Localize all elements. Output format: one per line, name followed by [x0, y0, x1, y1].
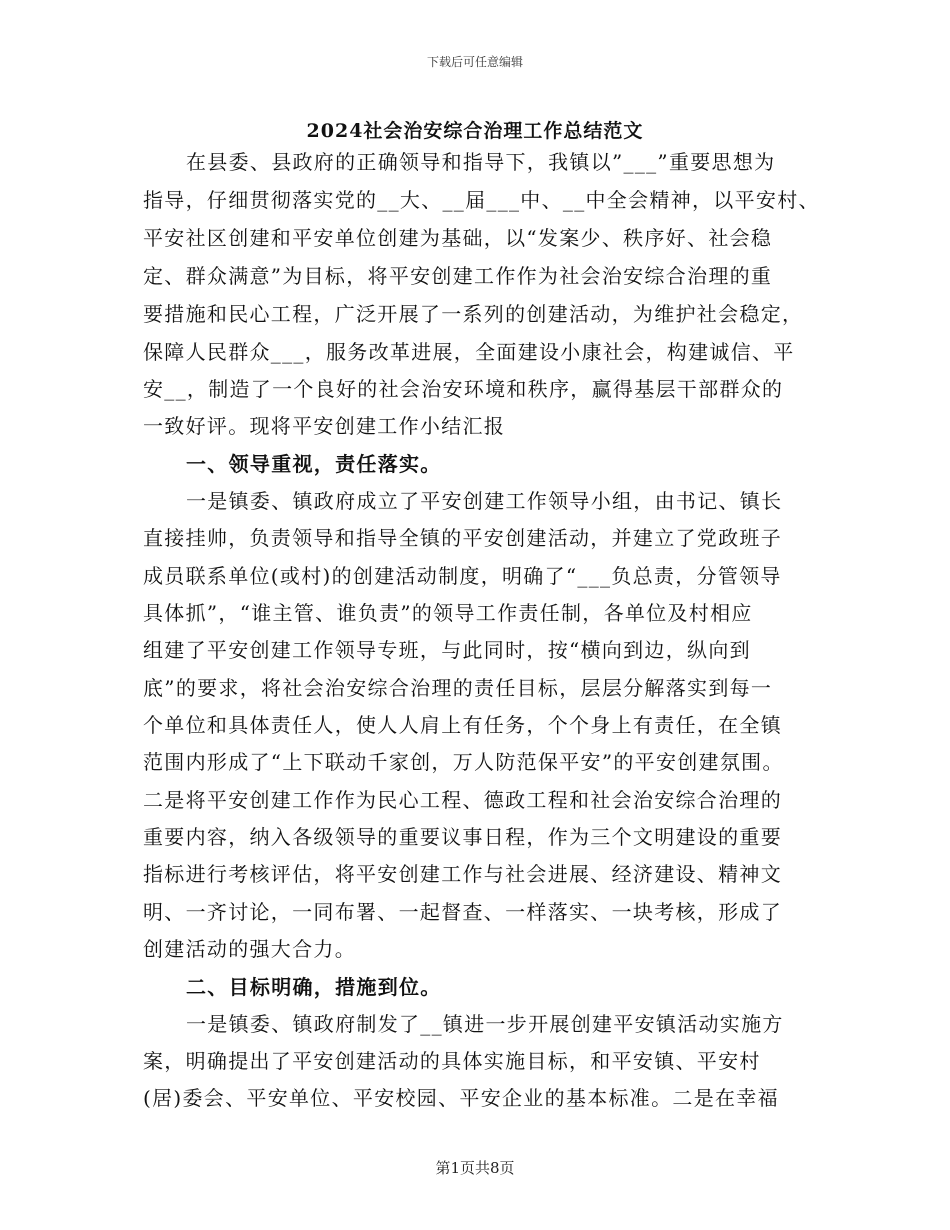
- body-line: 指标进行考核评估，将平安创建工作与社会进展、经济建设、精神文: [143, 862, 782, 886]
- body-line: 安__，制造了一个良好的社会治安环境和秩序，赢得基层干部群众的: [143, 377, 784, 401]
- body-line: 直接挂帅，负责领导和指导全镇的平安创建活动，并建立了党政班子: [143, 526, 782, 550]
- body-line: 具体抓”，“谁主管、谁负责”的领导工作责任制，各单位及村相应: [143, 601, 753, 625]
- body-line: 一致好评。现将平安创建工作小结汇报: [143, 414, 506, 438]
- body-line: 个单位和具体责任人，使人人肩上有任务，个个身上有责任，在全镇: [143, 713, 782, 737]
- body-line: 底”的要求，将社会治安综合治理的责任目标，层层分解落实到每一: [143, 676, 773, 700]
- section-heading: 一、领导重视，责任落实。: [186, 452, 442, 476]
- body-line: 案，明确提出了平安创建活动的具体实施目标，和平安镇、平安村: [143, 1049, 761, 1073]
- body-line: 保障人民群众___，服务改革进展，全面建设小康社会，构建诚信、平: [143, 340, 795, 364]
- body-line: 组建了平安创建工作领导专班，与此同时，按“横向到边，纵向到: [143, 638, 751, 662]
- body-line: 范围内形成了“上下联动千家创，万人防范保平安”的平安创建氛围。: [143, 750, 784, 774]
- body-line: 一是镇委、镇政府制发了__镇进一步开展创建平安镇活动实施方: [186, 1012, 784, 1036]
- body-line: 重要内容，纳入各级领导的重要议事日程，作为三个文明建设的重要: [143, 825, 782, 849]
- body-line: 在县委、县政府的正确领导和指导下，我镇以”___”重要思想为: [186, 150, 776, 174]
- body-line: 指导，仔细贯彻落实党的__大、__届___中、__中全会精神，以平安村、: [143, 188, 820, 212]
- body-line: 要措施和民心工程，广泛开展了一系列的创建活动，为维护社会稳定，: [143, 302, 804, 326]
- page-footer: 第1页共8页: [435, 1159, 515, 1177]
- body-line: 一是镇委、镇政府成立了平安创建工作领导小组，由书记、镇长: [186, 489, 783, 513]
- body-line: 定、群众满意”为目标，将平安创建工作作为社会治安综合治理的重: [143, 264, 773, 288]
- body-line: (居)委会、平安单位、平安校园、平安企业的基本标准。二是在幸福: [143, 1086, 779, 1110]
- body-line: 二是将平安创建工作作为民心工程、德政工程和社会治安综合治理的: [143, 788, 782, 812]
- section-heading: 二、目标明确，措施到位。: [186, 975, 442, 999]
- body-line: 创建活动的强大合力。: [143, 937, 356, 961]
- header-note: 下载后可任意编辑: [426, 55, 523, 69]
- body-line: 成员联系单位(或村)的创建活动制度，明确了“___负总责，分管领导: [143, 564, 782, 588]
- page-title: 2024社会治安综合治理工作总结范文: [306, 120, 644, 142]
- body-line: 平安社区创建和平安单位创建为基础，以“发案少、秩序好、社会稳: [143, 226, 773, 250]
- body-line: 明、一齐讨论，一同布署、一起督查、一样落实、一块考核，形成了: [143, 900, 782, 924]
